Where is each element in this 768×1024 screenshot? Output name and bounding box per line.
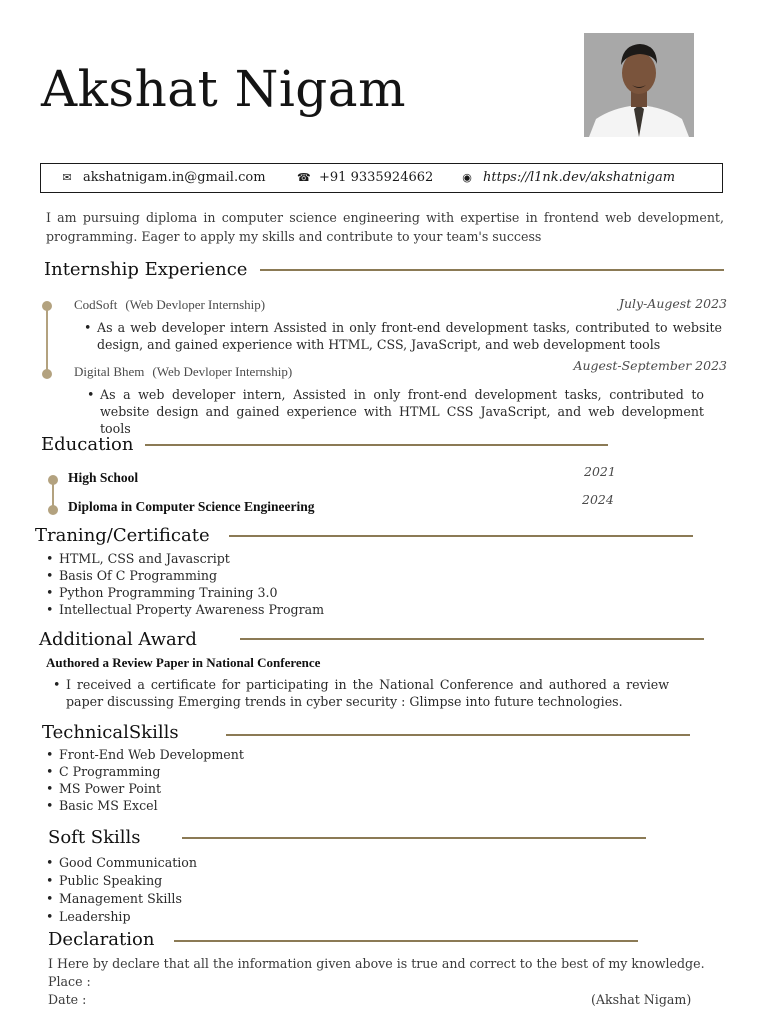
job-title	[74, 364, 292, 380]
training-title: Traning/Certificate	[35, 525, 210, 546]
list-item: • HTML, CSS and Javascript	[46, 550, 446, 567]
list-item: • Basis Of C Programming	[46, 567, 446, 584]
email-text: akshatnigam.in@gmail.com	[83, 170, 266, 185]
mail-icon: ✉	[62, 171, 72, 184]
list-item: • Management Skills	[46, 890, 446, 908]
section-divider	[174, 940, 638, 942]
phone-icon: ☎	[297, 171, 311, 184]
profile-photo	[584, 33, 694, 137]
technical-title: TechnicalSkills	[42, 722, 179, 743]
list-item: • Front-End Web Development	[46, 746, 446, 763]
award-bullets	[53, 676, 669, 710]
contact-website[interactable]	[461, 170, 675, 185]
list-item: • Basic MS Excel	[46, 797, 446, 814]
education-year: 2021	[584, 464, 616, 479]
job-role: (Web Devloper Internship)	[125, 297, 266, 312]
soft-list	[46, 854, 446, 926]
section-divider	[226, 734, 690, 736]
list-item: • Public Speaking	[46, 872, 446, 890]
list-item: • Leadership	[46, 908, 446, 926]
education-item: High School	[68, 470, 139, 485]
list-item: • MS Power Point	[46, 780, 446, 797]
list-item: • C Programming	[46, 763, 446, 780]
list-item: • Python Programming Training 3.0	[46, 584, 446, 601]
award-heading: Authored a Review Paper in National Conference	[46, 655, 321, 670]
training-list	[46, 550, 446, 618]
education-title: Education	[41, 434, 134, 455]
list-item: • As a web developer intern, Assisted in only front-end development tasks, contributed to website design and gained experience with HTML CSS JavaScript, and web development tools	[87, 386, 704, 437]
job-bullets	[84, 319, 722, 353]
list-item: • Good Communication	[46, 854, 446, 872]
section-divider	[229, 535, 693, 537]
job-role: (Web Devloper Internship)	[152, 364, 293, 379]
timeline-dot	[48, 505, 58, 515]
list-item: • I received a certificate for participating in the National Conference and authored a review paper discussing Emerging trends in cyber security : Glimpse into future technologies.	[53, 676, 669, 710]
website-link[interactable]: https://l1nk.dev/akshatnigam	[483, 170, 676, 185]
globe-icon: ◉	[462, 171, 472, 184]
contact-bar	[40, 163, 723, 193]
job-org: CodSoft	[74, 297, 118, 312]
award-title: Additional Award	[39, 629, 197, 650]
place-label: Place :	[48, 974, 91, 989]
summary-text: I am pursuing diploma in computer science engineering with expertise in frontend web development, programming. Eager to apply my skills and contribute to your team's success	[46, 210, 724, 244]
job-date: July-Augest 2023	[618, 296, 727, 311]
date-label: Date :	[48, 992, 87, 1007]
contact-email[interactable]	[61, 170, 266, 185]
signature-name: (Akshat Nigam)	[591, 992, 692, 1007]
declaration-text: I Here by declare that all the information given above is true and correct to the best of my knowledge.	[48, 956, 705, 971]
job-org: Digital Bhem	[74, 364, 145, 379]
list-item: • As a web developer intern Assisted in only front-end development tasks, contributed to website design, and gained experience with HTML, CSS, JavaScript, and web development tools	[84, 319, 722, 353]
contact-phone[interactable]	[297, 170, 433, 185]
person-silhouette-icon	[584, 33, 694, 137]
education-year: 2024	[582, 492, 614, 507]
section-divider	[145, 444, 608, 446]
technical-list	[46, 746, 446, 814]
job-title	[74, 297, 265, 313]
phone-text: +91 9335924662	[319, 170, 434, 185]
internship-title: Internship Experience	[44, 259, 248, 280]
soft-title: Soft Skills	[48, 827, 141, 848]
section-divider	[260, 269, 724, 271]
candidate-name: Akshat Nigam	[41, 60, 407, 118]
timeline-dot	[42, 369, 52, 379]
declaration-title: Declaration	[48, 929, 155, 950]
job-date: Augest-September 2023	[573, 358, 727, 373]
job-bullets	[87, 386, 704, 437]
section-divider	[240, 638, 704, 640]
education-item: Diploma in Computer Science Engineering	[68, 499, 315, 514]
list-item: • Intellectual Property Awareness Program	[46, 601, 446, 618]
timeline-line	[46, 308, 48, 373]
section-divider	[182, 837, 646, 839]
